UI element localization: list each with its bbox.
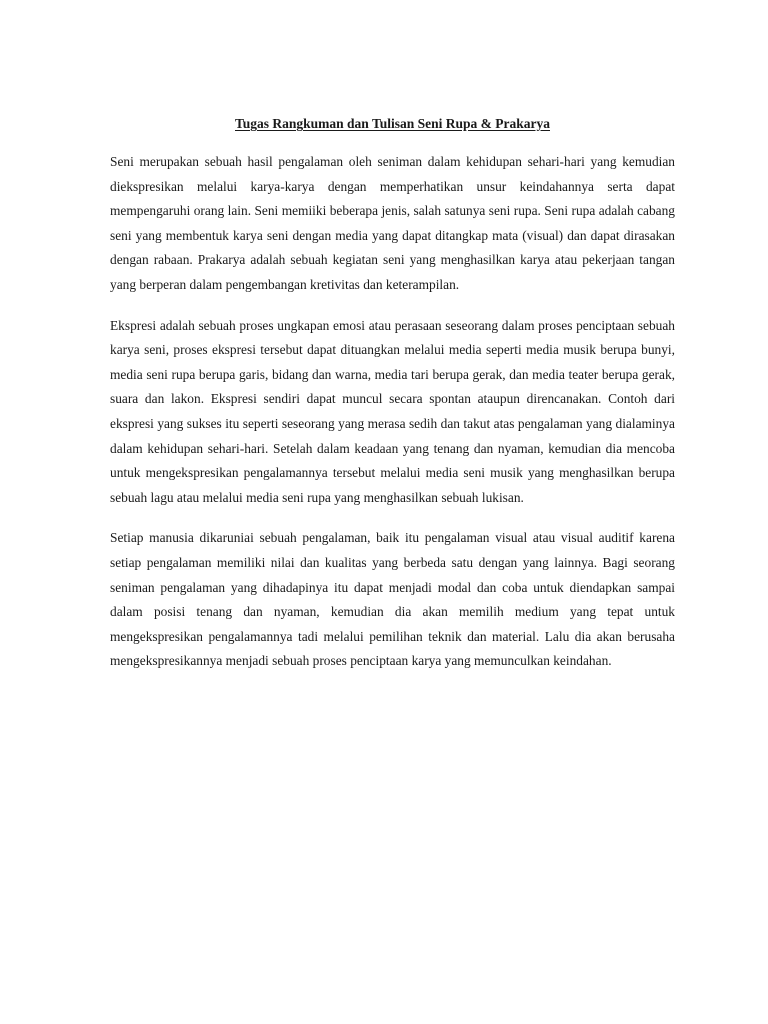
paragraph-seni: Seni merupakan sebuah hasil pengalaman oleh seniman dalam kehidupan sehari-hari yang kemudian diekspresikan melalui karya-karya dengan memperhatikan unsur keindahannya serta dapat mempengaruhi orang lain. Seni memiiki beberapa jenis, salah satunya seni rupa. Seni rupa adalah cabang seni yang membentuk karya seni dengan media yang dapat ditangkap mata (visual) dan dapat dirasakan dengan rabaan. Prakarya adalah sebuah kegiatan seni yang menghasilkan karya atau pekerjaan tangan yang berperan dalam pengembangan kretivitas dan keterampilan. [110,154,675,292]
document-page [110,114,675,690]
paragraph-pengalaman: Setiap manusia dikaruniai sebuah pengalaman, baik itu pengalaman visual atau visual auditif karena setiap pengalaman memiliki nilai dan kualitas yang berbeda satu dengan yang lainnya. Bagi seorang seniman pengalaman yang dihadapinya itu dapat menjadi modal dan coba untuk diendapkan sampai dalam posisi tenang dan nyaman, kemudian dia akan memilih medium yang tepat untuk mengekspresikan pengalamannya tadi melalui pemilihan teknik dan material. Lalu dia akan berusaha mengekspresikannya menjadi sebuah proses penciptaan karya yang memunculkan keindahan. [110,530,675,669]
paragraph-ekspresi: Ekspresi adalah sebuah proses ungkapan emosi atau perasaan seseorang dalam proses penciptaan sebuah karya seni, proses ekspresi tersebut dapat dituangkan melalui media seperti media musik berupa bunyi, media seni rupa berupa garis, bidang dan warna, media tari berupa gerak, dan media teater berupa gerak, suara dan lakon. Ekspresi sendiri dapat muncul secara spontan ataupun direncanakan. Contoh dari ekspresi yang sukses itu seperti seseorang yang merasa sedih dan takut atas pengalaman yang dialaminya dalam kehidupan sehari-hari. Setelah dalam keadaan yang tenang dan nyaman, kemudian dia mencoba untuk mengekspresikan pengalamannya tersebut melalui media seni musik yang menghasilkan berupa sebuah lagu atau melalui media seni rupa yang menghasilkan sebuah lukisan. [110,317,675,505]
document-title: Tugas Rangkuman dan Tulisan Seni Rupa & Prakarya [235,116,550,131]
